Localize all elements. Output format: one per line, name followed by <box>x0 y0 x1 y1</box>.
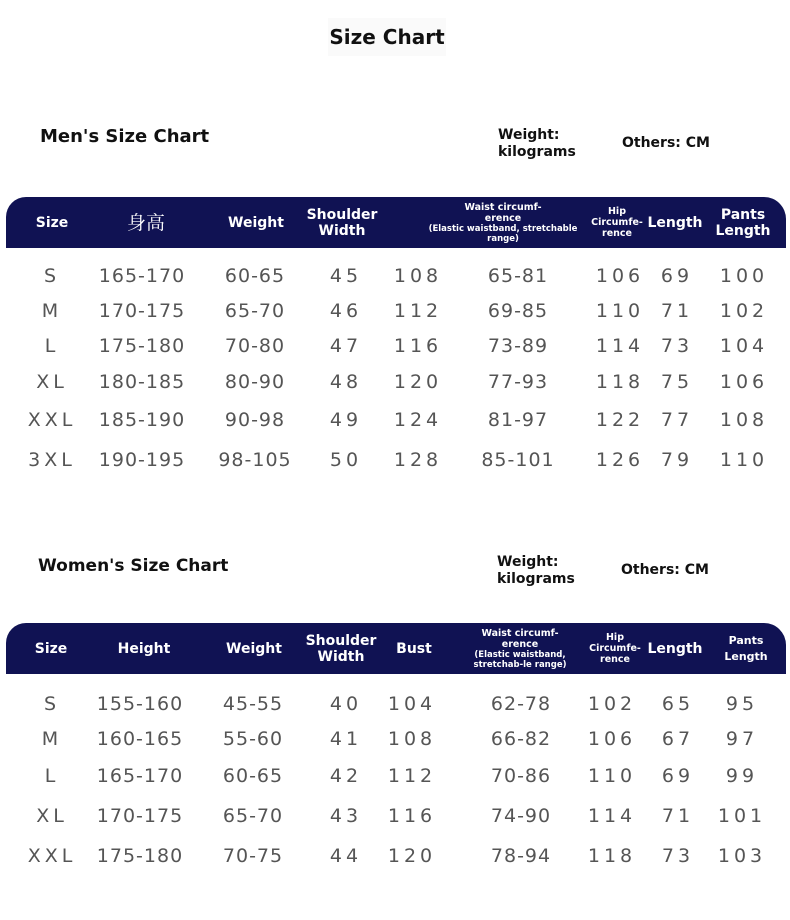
women-cell-weight: 45-55 <box>222 693 284 715</box>
men-cell-size: XXL <box>27 409 77 431</box>
men-cell-waist: 65-81 <box>487 265 549 287</box>
men-cell-height: 190-195 <box>98 449 186 471</box>
men-cell-col5: 120 <box>393 371 443 393</box>
men-cell-height: 170-175 <box>98 300 186 322</box>
men-cell-weight: 60-65 <box>224 265 286 287</box>
women-cell-size: L <box>44 765 60 787</box>
women-cell-height: 170-175 <box>96 805 184 827</box>
men-cell-pants: 110 <box>719 449 769 471</box>
women-cell-shoulder: 44 <box>329 845 363 867</box>
women-cell-shoulder: 41 <box>329 728 363 750</box>
women-header-pants: Pants Length <box>724 633 768 663</box>
women-header-weight: Weight <box>226 640 282 657</box>
men-table-row <box>0 442 790 478</box>
men-header-height: 身高 <box>126 211 165 234</box>
women-table-row <box>0 686 790 722</box>
page-title: Size Chart <box>328 18 446 56</box>
men-cell-length: 71 <box>660 300 694 322</box>
men-cell-waist: 69-85 <box>487 300 549 322</box>
men-cell-pants: 102 <box>719 300 769 322</box>
men-cell-col5: 116 <box>393 335 443 357</box>
men-cell-weight: 90-98 <box>224 409 286 431</box>
men-cell-col5: 124 <box>393 409 443 431</box>
women-weight-unit: Weight: kilograms <box>497 554 575 587</box>
women-table-row <box>0 721 790 757</box>
men-header-weight: Weight <box>228 214 284 231</box>
women-cell-length: 69 <box>661 765 695 787</box>
women-cell-waist: 78-94 <box>490 845 552 867</box>
men-cell-size: L <box>44 335 60 357</box>
men-table-row <box>0 258 790 294</box>
women-header-hip: Hip Circumfe-rence <box>589 632 641 665</box>
men-cell-pants: 100 <box>719 265 769 287</box>
women-cell-waist: 66-82 <box>490 728 552 750</box>
women-cell-waist: 74-90 <box>490 805 552 827</box>
men-cell-length: 69 <box>660 265 694 287</box>
women-cell-weight: 55-60 <box>222 728 284 750</box>
women-cell-hip: 110 <box>587 765 637 787</box>
women-cell-length: 71 <box>661 805 695 827</box>
men-cell-length: 75 <box>660 371 694 393</box>
women-header-bust: Bust <box>396 640 432 657</box>
men-cell-height: 185-190 <box>98 409 186 431</box>
women-header-waist-line2: erence <box>501 638 539 650</box>
women-cell-bust: 116 <box>387 805 437 827</box>
men-cell-waist: 81-97 <box>487 409 549 431</box>
men-header-size: Size <box>35 214 69 231</box>
women-table-row <box>0 838 790 874</box>
men-cell-height: 165-170 <box>98 265 186 287</box>
women-cell-height: 160-165 <box>96 728 184 750</box>
men-cell-waist: 73-89 <box>487 335 549 357</box>
women-cell-size: XL <box>36 805 68 827</box>
women-cell-pants: 103 <box>717 845 767 867</box>
women-cell-bust: 104 <box>387 693 437 715</box>
men-section-title: Men's Size Chart <box>40 126 210 147</box>
men-cell-shoulder: 48 <box>329 371 363 393</box>
men-table-row <box>0 328 790 364</box>
women-cell-pants: 95 <box>725 693 759 715</box>
women-header-waist-note: (Elastic waistband, stretchab-le range) <box>473 649 567 670</box>
men-table-row <box>0 293 790 329</box>
men-cell-shoulder: 50 <box>329 449 363 471</box>
women-cell-pants: 97 <box>725 728 759 750</box>
men-cell-length: 73 <box>660 335 694 357</box>
men-cell-height: 175-180 <box>98 335 186 357</box>
men-cell-col5: 112 <box>393 300 443 322</box>
men-weight-unit: Weight: kilograms <box>498 127 576 160</box>
men-cell-height: 180-185 <box>98 371 186 393</box>
women-cell-hip: 102 <box>587 693 637 715</box>
women-cell-length: 65 <box>661 693 695 715</box>
women-cell-weight: 70-75 <box>222 845 284 867</box>
men-cell-shoulder: 45 <box>329 265 363 287</box>
women-table-header <box>6 623 786 674</box>
men-others-unit: Others: CM <box>622 135 710 151</box>
women-section-title: Women's Size Chart <box>38 556 229 576</box>
women-cell-pants: 101 <box>717 805 767 827</box>
men-cell-pants: 104 <box>719 335 769 357</box>
men-cell-length: 77 <box>660 409 694 431</box>
men-cell-size: S <box>43 265 61 287</box>
women-header-length: Length <box>647 640 703 657</box>
men-cell-hip: 106 <box>595 265 645 287</box>
men-cell-hip: 118 <box>595 371 645 393</box>
men-cell-col5: 108 <box>393 265 443 287</box>
men-header-shoulder: Shoulder Width <box>306 206 378 239</box>
men-cell-size: 3XL <box>28 449 76 471</box>
men-cell-weight: 98-105 <box>218 449 292 471</box>
women-cell-hip: 106 <box>587 728 637 750</box>
men-header-waist <box>416 197 590 248</box>
women-cell-bust: 120 <box>387 845 437 867</box>
women-header-waist-line1: Waist circumf- <box>481 627 559 639</box>
women-header-size: Size <box>34 640 68 657</box>
men-cell-hip: 110 <box>595 300 645 322</box>
men-header-hip: Hip Circumfe-rence <box>591 206 643 239</box>
men-cell-pants: 106 <box>719 371 769 393</box>
women-cell-pants: 99 <box>725 765 759 787</box>
women-header-shoulder: Shoulder Width <box>305 632 377 665</box>
men-cell-shoulder: 47 <box>329 335 363 357</box>
women-cell-shoulder: 42 <box>329 765 363 787</box>
women-cell-bust: 108 <box>387 728 437 750</box>
men-header-waist-line1: Waist circumf- <box>464 201 542 213</box>
women-cell-shoulder: 40 <box>329 693 363 715</box>
men-cell-weight: 65-70 <box>224 300 286 322</box>
men-header-waist-note: (Elastic waistband, stretchable range) <box>428 223 578 244</box>
men-cell-waist: 85-101 <box>481 449 555 471</box>
women-header-height: Height <box>117 640 171 657</box>
men-cell-size: XL <box>36 371 68 393</box>
women-cell-height: 155-160 <box>96 693 184 715</box>
men-header-waist-line2: erence <box>484 212 522 224</box>
women-cell-waist: 62-78 <box>490 693 552 715</box>
men-table-row <box>0 364 790 400</box>
women-cell-shoulder: 43 <box>329 805 363 827</box>
women-cell-bust: 112 <box>387 765 437 787</box>
women-table-row <box>0 798 790 834</box>
women-cell-weight: 65-70 <box>222 805 284 827</box>
women-header-waist <box>450 623 590 674</box>
women-cell-length: 73 <box>661 845 695 867</box>
women-table-row <box>0 758 790 794</box>
men-cell-col5: 128 <box>393 449 443 471</box>
men-cell-waist: 77-93 <box>487 371 549 393</box>
women-cell-weight: 60-65 <box>222 765 284 787</box>
men-cell-size: M <box>41 300 63 322</box>
men-cell-pants: 108 <box>719 409 769 431</box>
women-cell-length: 67 <box>661 728 695 750</box>
women-cell-waist: 70-86 <box>490 765 552 787</box>
men-header-pants: Pants Length <box>715 206 771 239</box>
women-cell-height: 165-170 <box>96 765 184 787</box>
women-cell-height: 175-180 <box>96 845 184 867</box>
men-cell-length: 79 <box>660 449 694 471</box>
women-others-unit: Others: CM <box>621 562 709 578</box>
women-cell-hip: 118 <box>587 845 637 867</box>
men-table-row <box>0 402 790 438</box>
men-cell-shoulder: 49 <box>329 409 363 431</box>
men-header-length: Length <box>647 214 703 231</box>
men-cell-hip: 126 <box>595 449 645 471</box>
men-table-header <box>6 197 786 248</box>
women-cell-hip: 114 <box>587 805 637 827</box>
men-cell-hip: 114 <box>595 335 645 357</box>
women-cell-size: M <box>41 728 63 750</box>
men-cell-hip: 122 <box>595 409 645 431</box>
men-cell-shoulder: 46 <box>329 300 363 322</box>
women-cell-size: XXL <box>27 845 77 867</box>
women-cell-size: S <box>43 693 61 715</box>
men-cell-weight: 80-90 <box>224 371 286 393</box>
men-cell-weight: 70-80 <box>224 335 286 357</box>
